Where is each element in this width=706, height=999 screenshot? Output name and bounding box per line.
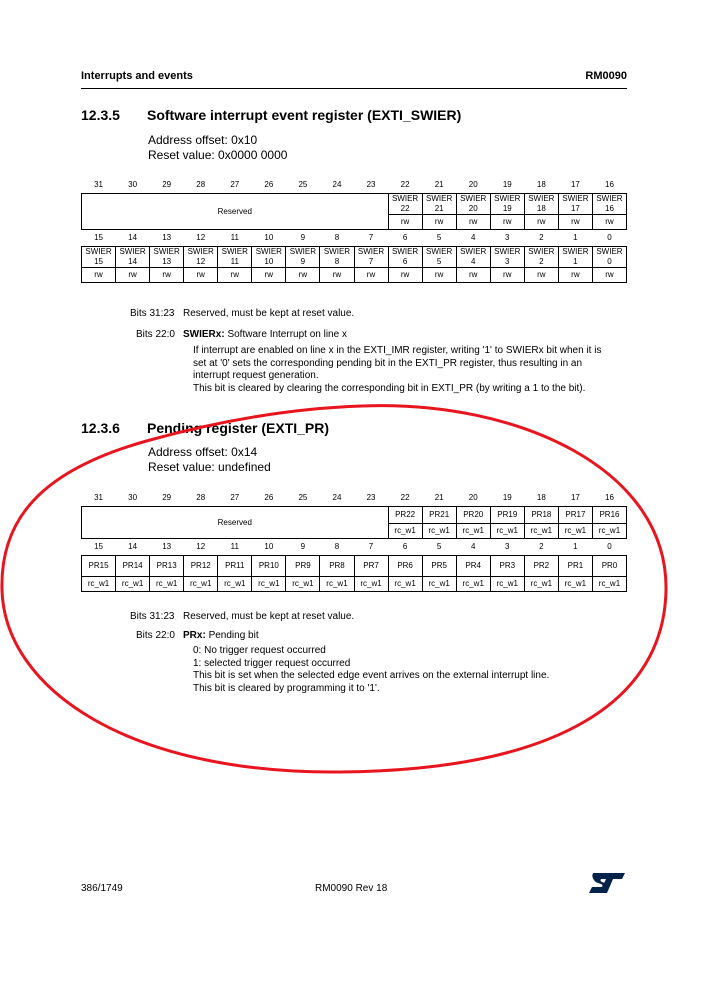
register-meta-pr <box>148 445 271 475</box>
access-cell: rw <box>592 268 626 283</box>
bits-range: Bits 31:23 <box>130 611 175 622</box>
field-cell <box>558 247 592 268</box>
swierx-details <box>193 345 627 395</box>
access-cell: rc_w1 <box>558 524 592 539</box>
field-cell <box>354 247 388 268</box>
bit-number: 0 <box>607 542 612 551</box>
prx-details <box>193 645 627 695</box>
bit-number: 20 <box>468 180 478 189</box>
field-cell-part: SWIER <box>426 247 453 256</box>
field-cell-part: SWIER <box>153 247 180 256</box>
access-cell: rc_w1 <box>524 577 558 592</box>
bit-number: 30 <box>128 180 138 189</box>
field-cell-part: SWIER <box>119 247 146 256</box>
field-cell: PR17 <box>558 507 592 524</box>
field-cell-part: 6 <box>402 257 408 266</box>
field-cell <box>252 247 286 268</box>
field-cell <box>388 194 422 215</box>
access-cell: rw <box>524 215 558 230</box>
bit-number: 2 <box>539 233 544 242</box>
bit-number: 21 <box>434 180 444 189</box>
field-cell: PR19 <box>490 507 524 524</box>
detail-line: 0: No trigger request occurred <box>193 645 326 656</box>
bit-numbers-upper <box>82 177 627 194</box>
field-cell-part: SWIER <box>494 194 521 203</box>
field-cell: PR14 <box>116 556 150 577</box>
bit-number: 31 <box>94 180 103 189</box>
field-cell-part: SWIER <box>596 247 623 256</box>
bit-number: 7 <box>368 233 374 242</box>
field-cell-part: SWIER <box>357 247 385 256</box>
bit-number: 10 <box>264 233 274 242</box>
field-cell-part: 19 <box>502 204 512 213</box>
access-cell: rw <box>184 268 218 283</box>
bit-number: 17 <box>570 180 580 189</box>
field-cell: PR16 <box>592 507 626 524</box>
field-cell <box>184 247 218 268</box>
bit-number: 15 <box>94 233 103 242</box>
bit-number: 7 <box>368 542 374 551</box>
field-cell: PR22 <box>388 507 422 524</box>
bit-number: 28 <box>196 493 206 502</box>
access-cell: rw <box>82 268 116 283</box>
access-cell: rw <box>490 215 524 230</box>
access-cell: rc_w1 <box>592 524 626 539</box>
access-cell: rc_w1 <box>592 577 626 592</box>
access-cell: rw <box>218 268 252 283</box>
bit-number: 26 <box>264 493 274 502</box>
field-cell <box>592 194 626 215</box>
field-cell: PR3 <box>490 556 524 577</box>
field-cell <box>456 247 490 268</box>
field-cell: PR10 <box>252 556 286 577</box>
access-cell: rc_w1 <box>184 577 218 592</box>
detail-line: This bit is cleared by programming it to '1'. <box>193 682 380 694</box>
access-cell: rc_w1 <box>354 577 388 592</box>
access-cell: rc_w1 <box>252 577 286 592</box>
field-cell <box>150 247 184 268</box>
field-cell <box>320 247 354 268</box>
field-cell <box>524 194 558 215</box>
access-cell: rw <box>490 268 524 283</box>
access-cell: rw <box>558 268 592 283</box>
field-cell: PR8 <box>320 556 354 577</box>
register-map-pr <box>81 490 627 592</box>
register-meta-swier <box>148 133 287 163</box>
page-number: 386/1749 <box>81 883 123 894</box>
fields-upper <box>82 194 627 215</box>
detail-line: 1: selected trigger request occurred <box>193 657 351 669</box>
field-name: SWIERx: <box>183 329 225 340</box>
field-cell-part: 1 <box>573 257 578 266</box>
field-cell: PR20 <box>456 507 490 524</box>
bit-number: 23 <box>366 180 376 189</box>
access-cell: rc_w1 <box>422 577 456 592</box>
bits-range: Bits 22:0 <box>136 329 175 340</box>
section-title: Software interrupt event register (EXTI_SWIER) <box>147 107 462 123</box>
bit-number: 12 <box>196 233 206 242</box>
field-cell-part: 13 <box>162 257 172 266</box>
field-cell: PR4 <box>456 556 490 577</box>
reserved-field: Reserved <box>82 194 389 230</box>
field-cell-part: 9 <box>300 257 306 266</box>
access-lower <box>82 577 627 592</box>
detail-line: If interrupt are enabled on line x in the EXTI_IMR register, writing '1' to SWIERx bit when it is <box>193 345 602 356</box>
detail-line: This bit is set when the selected edge event arrives on the external interrupt line. <box>193 670 550 681</box>
field-cell: PR0 <box>592 556 626 577</box>
field-cell: PR13 <box>150 556 184 577</box>
access-cell: rw <box>524 268 558 283</box>
access-cell: rw <box>116 268 150 283</box>
bit-number: 1 <box>573 542 578 551</box>
field-cell-part: 15 <box>94 257 103 266</box>
bit-number: 10 <box>264 542 274 551</box>
bit-numbers-lower <box>82 539 627 556</box>
field-cell-part: 7 <box>368 257 374 266</box>
reset-value: Reset value: undefined <box>148 460 271 474</box>
field-cell-part: 4 <box>470 257 476 266</box>
bit-number: 14 <box>128 542 138 551</box>
field-cell-part: SWIER <box>596 194 623 203</box>
access-cell: rw <box>150 268 184 283</box>
field-cell-part: 14 <box>128 257 138 266</box>
reserved-field: Reserved <box>82 507 389 539</box>
bit-number: 15 <box>94 542 103 551</box>
running-header-docid: RM0090 <box>585 70 627 82</box>
field-cell: PR11 <box>218 556 252 577</box>
register-map-swier <box>81 177 627 283</box>
field-cell-part: SWIER <box>391 247 419 256</box>
field-cell-part: 10 <box>264 257 274 266</box>
field-cell <box>524 247 558 268</box>
fields-lower <box>82 247 627 268</box>
field-cell <box>490 247 524 268</box>
bit-number: 22 <box>400 180 410 189</box>
header-rule <box>81 88 627 89</box>
bit-number: 28 <box>196 180 206 189</box>
section-title: Pending register (EXTI_PR) <box>147 420 330 436</box>
access-cell: rc_w1 <box>456 524 490 539</box>
bit-number: 8 <box>334 233 340 242</box>
field-name: PRx: <box>183 630 206 641</box>
running-header-title: Interrupts and events <box>81 70 193 82</box>
bit-number: 3 <box>505 542 510 551</box>
field-cell-part: 3 <box>505 257 510 266</box>
field-cell: PR12 <box>184 556 218 577</box>
field-cell-part: SWIER <box>323 247 351 256</box>
bit-number: 23 <box>366 493 376 502</box>
section-heading-swier <box>81 107 461 123</box>
field-cell: PR15 <box>82 556 116 577</box>
bit-number: 18 <box>536 180 546 189</box>
bit-number: 30 <box>128 493 138 502</box>
field-cell-part: SWIER <box>528 247 555 256</box>
field-cell-part: SWIER <box>460 194 487 203</box>
detail-line: set at '0' sets the corresponding pending bit in the EXTI_PR register, thus resulting in an <box>193 357 583 369</box>
access-cell: rc_w1 <box>320 577 354 592</box>
field-cell-part: SWIER <box>289 247 317 256</box>
fields-upper <box>82 507 627 524</box>
bit-number: 14 <box>128 233 138 242</box>
bit-number: 25 <box>298 493 308 502</box>
access-cell: rc_w1 <box>490 577 524 592</box>
detail-line: This bit is cleared by clearing the corresponding bit in EXTI_PR (by writing a 1 to the bit). <box>193 382 586 394</box>
bit-number: 9 <box>300 542 306 551</box>
field-cell-part: 16 <box>605 204 614 213</box>
field-cell: PR18 <box>524 507 558 524</box>
access-cell: rc_w1 <box>116 577 150 592</box>
access-cell: rc_w1 <box>286 577 320 592</box>
bit-number: 2 <box>539 542 544 551</box>
bit-number: 13 <box>162 542 172 551</box>
access-cell: rc_w1 <box>388 577 422 592</box>
access-cell: rc_w1 <box>490 524 524 539</box>
field-cell-part: SWIER <box>426 194 453 203</box>
access-cell: rc_w1 <box>218 577 252 592</box>
field-cell <box>116 247 150 268</box>
section-number: 12.3.5 <box>81 107 120 123</box>
bit-number: 22 <box>400 493 410 502</box>
bit-number: 27 <box>230 493 240 502</box>
bit-number: 26 <box>264 180 274 189</box>
fields-lower <box>82 556 627 577</box>
bit-numbers-upper <box>82 490 627 507</box>
access-lower <box>82 268 627 283</box>
bit-number: 31 <box>94 493 103 502</box>
bit-number: 11 <box>230 233 239 242</box>
access-cell: rw <box>388 268 422 283</box>
bit-number: 25 <box>298 180 308 189</box>
section-number: 12.3.6 <box>81 420 120 436</box>
bit-number: 24 <box>332 493 342 502</box>
field-cell: PR7 <box>354 556 388 577</box>
field-cell: PR9 <box>286 556 320 577</box>
field-cell: PR6 <box>388 556 422 577</box>
st-logo-icon <box>588 872 626 894</box>
field-cell <box>422 194 456 215</box>
field-cell: PR2 <box>524 556 558 577</box>
field-cell-part: SWIER <box>562 194 589 203</box>
access-cell: rw <box>422 215 456 230</box>
bit-number: 13 <box>162 233 172 242</box>
access-cell: rw <box>388 215 422 230</box>
field-cell-part: 22 <box>400 204 410 213</box>
field-cell-part: SWIER <box>85 247 112 256</box>
bit-number: 6 <box>402 542 408 551</box>
bit-number: 21 <box>434 493 444 502</box>
field-cell-part: 18 <box>536 204 546 213</box>
bits-text: Reserved, must be kept at reset value. <box>183 308 355 319</box>
bit-number: 8 <box>334 542 340 551</box>
field-cell-part: 17 <box>570 204 580 213</box>
bit-number: 16 <box>605 493 614 502</box>
reset-value: Reset value: 0x0000 0000 <box>148 148 288 162</box>
field-cell <box>490 194 524 215</box>
detail-line: interrupt request generation. <box>193 370 319 381</box>
field-cell <box>388 247 422 268</box>
bit-number: 5 <box>436 542 442 551</box>
bit-number: 17 <box>570 493 580 502</box>
access-cell: rc_w1 <box>524 524 558 539</box>
field-cell-part: SWIER <box>391 194 419 203</box>
bit-number: 11 <box>230 542 239 551</box>
field-cell-part: SWIER <box>187 247 214 256</box>
access-cell: rc_w1 <box>388 524 422 539</box>
access-cell: rc_w1 <box>422 524 456 539</box>
field-cell-part: SWIER <box>562 247 589 256</box>
bit-number: 24 <box>332 180 342 189</box>
address-offset: Address offset: 0x14 <box>148 445 258 459</box>
bit-number: 5 <box>436 233 442 242</box>
field-cell-part: SWIER <box>460 247 487 256</box>
access-cell: rw <box>320 268 354 283</box>
bit-numbers-lower <box>82 230 627 247</box>
bit-number: 3 <box>505 233 510 242</box>
field-cell <box>82 247 116 268</box>
bit-number: 4 <box>470 542 476 551</box>
field-cell-part: 20 <box>468 204 478 213</box>
access-cell: rc_w1 <box>456 577 490 592</box>
bit-number: 6 <box>402 233 408 242</box>
access-cell: rw <box>558 215 592 230</box>
field-cell <box>422 247 456 268</box>
section-heading-pr <box>81 420 329 436</box>
bit-number: 0 <box>607 233 612 242</box>
bit-number: 19 <box>502 493 512 502</box>
bit-number: 4 <box>470 233 476 242</box>
access-cell: rc_w1 <box>150 577 184 592</box>
field-cell-part: SWIER <box>528 194 555 203</box>
bit-number: 29 <box>162 180 172 189</box>
document-revision: RM0090 Rev 18 <box>315 883 388 894</box>
field-cell-part: 2 <box>539 257 544 266</box>
field-cell <box>456 194 490 215</box>
field-cell: PR5 <box>422 556 456 577</box>
bit-number: 1 <box>573 233 578 242</box>
field-summary: Pending bit <box>205 630 259 641</box>
bit-number: 29 <box>162 493 172 502</box>
bit-number: 19 <box>502 180 512 189</box>
access-cell: rw <box>456 268 490 283</box>
bit-number: 16 <box>605 180 614 189</box>
field-summary: Software Interrupt on line x <box>224 329 347 340</box>
field-cell-part: 0 <box>607 257 612 266</box>
field-cell <box>558 194 592 215</box>
access-cell: rw <box>286 268 320 283</box>
field-cell <box>218 247 252 268</box>
bit-number: 9 <box>300 233 306 242</box>
bits-range: Bits 31:23 <box>130 308 175 319</box>
field-cell-part: 8 <box>334 257 340 266</box>
field-cell <box>592 247 626 268</box>
bit-number: 12 <box>196 542 206 551</box>
field-cell-part: SWIER <box>255 247 282 256</box>
field-cell-part: 5 <box>436 257 442 266</box>
access-cell: rw <box>252 268 286 283</box>
field-cell <box>286 247 320 268</box>
access-cell: rw <box>456 215 490 230</box>
field-cell: PR21 <box>422 507 456 524</box>
bits-range: Bits 22:0 <box>136 630 175 641</box>
access-cell: rw <box>354 268 388 283</box>
field-cell-part: SWIER <box>221 247 248 256</box>
bits-text: Reserved, must be kept at reset value. <box>183 611 355 622</box>
access-cell: rc_w1 <box>558 577 592 592</box>
field-cell-part: 11 <box>230 257 239 266</box>
field-cell: PR1 <box>558 556 592 577</box>
bit-number: 27 <box>230 180 240 189</box>
access-cell: rw <box>592 215 626 230</box>
address-offset: Address offset: 0x10 <box>148 133 258 147</box>
field-cell-part: 12 <box>196 257 206 266</box>
bit-number: 18 <box>536 493 546 502</box>
field-cell-part: SWIER <box>494 247 521 256</box>
access-cell: rw <box>422 268 456 283</box>
bit-number: 20 <box>468 493 478 502</box>
access-cell: rc_w1 <box>82 577 116 592</box>
field-cell-part: 21 <box>434 204 444 213</box>
